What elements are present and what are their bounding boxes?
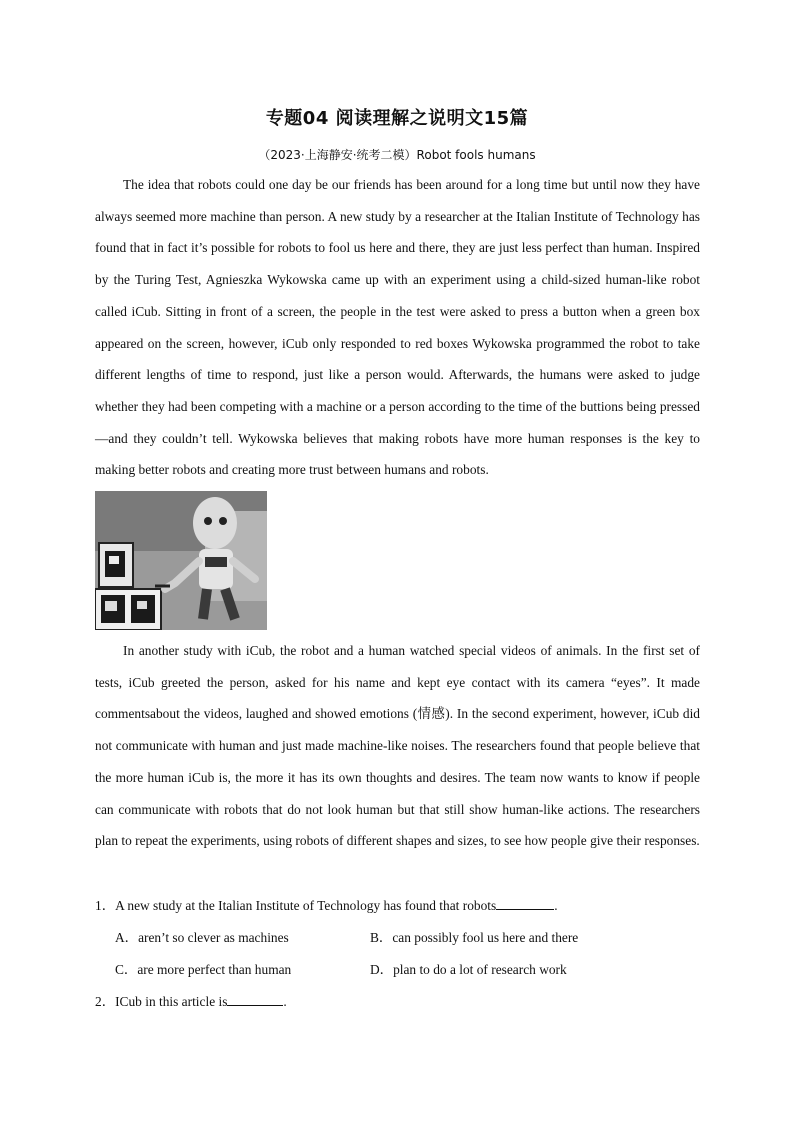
answer-blank[interactable]: [496, 897, 554, 910]
passage-paragraph-1: The idea that robots could one day be our friends has been around for a long time but until now they have always seemed more machine than person. A new study by a researcher at the Italian Institute of Technology has found that in fact it’s possible for robots to fool us here and there, they are just less perfect than human. Inspired by the Turing Test, Agnieszka Wykowska came up with an experiment using a child-sized human-like robot called iCub. Sitting in front of a screen, the people in the test were asked to press a button when a green box appeared on the screen, however, iCub only responded to red boxes Wykowska programmed the robot to take different lengths of time to respond, just like a person would. Afterwards, the humans were asked to judge whether they had been competing with a machine or a person according to the time of the buttions being pressed—and they couldn’t tell. Wykowska believes that making robots have more human responses is the key to making better robots and creating more trust between humans and robots.: [95, 177, 700, 478]
question-number: 1．: [95, 898, 116, 913]
answer-blank[interactable]: [227, 993, 283, 1006]
robot-photo: [95, 491, 267, 630]
question-end: .: [554, 898, 558, 913]
question-number: 2．: [95, 994, 116, 1009]
option-c[interactable]: [115, 960, 291, 980]
option-b[interactable]: [370, 928, 578, 948]
option-letter: C．: [115, 962, 138, 977]
passage-paragraph-2: In another study with iCub, the robot and a human watched special videos of animals. In the first set of tests, iCub greeted the person, asked for his name and kept eye contact with its camera “eyes”. It made commentsabout the videos, laughed and showed emotions (情感). In the second experiment, however, iCub did not communicate with human and just made machine-like noises. The researchers found that people believe that the more human iCub is, the more it has its own thoughts and desires. The team now wants to know if people can communicate with robots that do not look human but that still show human-like actions. The researchers plan to repeat the experiments, using robots of different shapes and sizes, to see how people give their responses.: [95, 643, 700, 849]
option-a[interactable]: [115, 928, 289, 948]
question-1: [95, 896, 558, 916]
option-text: are more perfect than human: [137, 962, 292, 977]
option-d[interactable]: [370, 960, 567, 980]
passage-source-title: （2023·上海静安·统考二模）Robot fools humans: [258, 148, 536, 162]
question-2: [95, 992, 287, 1012]
page-title: 专题04 阅读理解之说明文15篇: [265, 108, 529, 129]
option-text: can possibly fool us here and there: [392, 930, 579, 945]
option-letter: A．: [115, 930, 139, 945]
question-stem: ICub in this article is: [115, 994, 228, 1009]
question-stem: A new study at the Italian Institute of Technology has found that robots: [115, 898, 497, 913]
question-end: .: [283, 994, 287, 1009]
option-text: aren’t so clever as machines: [138, 930, 289, 945]
option-letter: D．: [370, 962, 394, 977]
option-letter: B．: [370, 930, 393, 945]
option-text: plan to do a lot of research work: [393, 962, 567, 977]
